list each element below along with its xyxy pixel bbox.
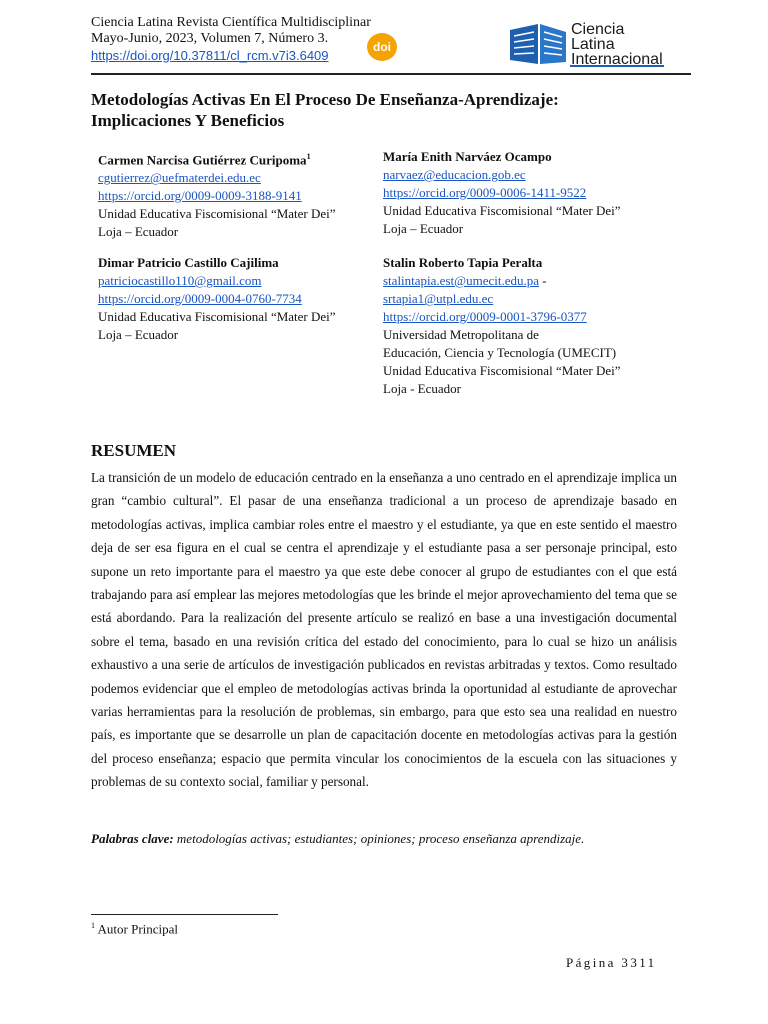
journal-issue: Mayo-Junio, 2023, Volumen 7, Número 3. (91, 31, 329, 46)
keywords-label: Palabras clave: (91, 831, 174, 846)
logo-line: Ciencia (571, 21, 625, 38)
logo-line: Internacional (571, 51, 663, 68)
author-affiliation: Unidad Educativa Fiscomisional “Mater Dei” (98, 309, 336, 324)
author-email-link[interactable]: cgutierrez@uefmaterdei.edu.ec (98, 170, 261, 186)
author-affiliation: Universidad Metropolitana de (383, 327, 539, 342)
keywords-list: metodologías activas; estudiantes; opiniones; proceso enseñanza aprendizaje. (173, 831, 585, 846)
author-name: Carmen Narcisa Gutiérrez Curipoma$^1$ (98, 152, 311, 168)
author-location: Loja – Ecuador (98, 327, 179, 342)
author-email-link[interactable]: narvaez@educacion.gob.ec (383, 167, 526, 182)
footnote-marker: 1 (306, 152, 311, 161)
author-email-link[interactable]: stalintapia.est@umecit.edu.pa (383, 273, 540, 288)
footnote-marker: 1 (91, 921, 95, 930)
author-affiliation: Educación, Ciencia y Tecnología (UMECIT) (383, 345, 617, 360)
author-affiliation: Unidad Educativa Fiscomisional “Mater Dei” (383, 203, 621, 218)
author-affiliation: Unidad Educativa Fiscomisional “Mater Dei” (98, 206, 336, 222)
author-location: Loja – Ecuador (98, 224, 179, 240)
abstract-heading: RESUMEN (91, 441, 177, 460)
logo-wordmark (571, 22, 663, 67)
author-block (98, 254, 336, 344)
footnote-text: Autor Principal (95, 921, 179, 937)
author-orcid-link[interactable]: https://orcid.org/0009-0006-1411-9522 (383, 185, 587, 200)
author-orcid-link[interactable]: https://orcid.org/0009-0009-3188-9141 (98, 188, 302, 204)
logo-line: Latina (571, 36, 615, 53)
author-email-link[interactable]: patriciocastillo110@gmail.com (98, 273, 262, 288)
author-block (383, 254, 621, 398)
author-affiliation: Unidad Educativa Fiscomisional “Mater Dei” (383, 363, 621, 378)
footnote-divider (91, 914, 278, 915)
article-title: Metodologías Activas En El Proceso De Enseñanza-Aprendizaje: Implicaciones Y Beneficios (91, 90, 559, 130)
author-email-link[interactable]: srtapia1@utpl.edu.ec (383, 291, 494, 306)
footnote (91, 921, 178, 937)
abstract-body: La transición de un modelo de educación centrado en la enseñanza a uno centrado en el aprendizaje implica un gran “cambio cultural”. El pasar de una enseñanza tradicional a un proceso de aprendizaje basado en metodologías activas, implica cambiar roles entre el maestro y el estudiante, ya que en este sentido el maestro deja de ser esa figura en el cual se centra el aprendizaje y el estudiante pasa a ser personaje principal, esto supone un reto importante para el maestro ya que este debe conocer al grupo de estudiantes con el que está trabajando para así emplear las mejores metodologías que les brinde el mejor aprovechamiento del tema que se está abordando. Para la realización del presente artículo se realizó en base a una investigación documental sobre el tema, basado en una revisión crítica del estado del conocimiento, para lo cual se hizo un análisis exhaustivo a una serie de artículos de investigación publicados en revistas arbitradas y textos. Como resultado podemos evidenciar que el empleo de metodologías activas brinda la oportunidad al estudiante de aprovechar varias herramientas para la resolución de problemas, sin embargo, para que esto sea una realidad en nuestro país, es importante que se desarrolle un plan de capacitación docente en metodologías activas para la gestión del proceso enseñanza; espacio que permita vincular los conocimientos de la escuela con las situaciones y problemas de su contexto social, familiar y personal. (91, 470, 677, 790)
doi-link[interactable]: https://doi.org/10.37811/cl_rcm.v7i3.6409 (91, 48, 329, 63)
author-orcid-link[interactable]: https://orcid.org/0009-0004-0760-7734 (98, 291, 302, 306)
doi-icon: doi (367, 33, 397, 61)
email-separator: - (539, 273, 547, 288)
author-orcid-link[interactable]: https://orcid.org/0009-0001-3796-0377 (383, 309, 587, 324)
author-location: Loja – Ecuador (383, 221, 464, 236)
keywords (91, 831, 584, 847)
journal-info (91, 15, 371, 47)
header-divider (91, 73, 691, 75)
journal-name: Ciencia Latina Revista Científica Multidisciplinar (91, 15, 371, 30)
author-block (383, 148, 621, 238)
author-email-line (383, 272, 621, 290)
author-block (98, 148, 336, 241)
author-location: Loja - Ecuador (383, 381, 461, 396)
author-name: Stalin Roberto Tapia Peralta (383, 255, 543, 270)
page-number: Página 3311 (566, 955, 657, 970)
author-name: María Enith Narváez Ocampo (383, 149, 552, 164)
author-name: Dimar Patricio Castillo Cajilima (98, 255, 279, 270)
